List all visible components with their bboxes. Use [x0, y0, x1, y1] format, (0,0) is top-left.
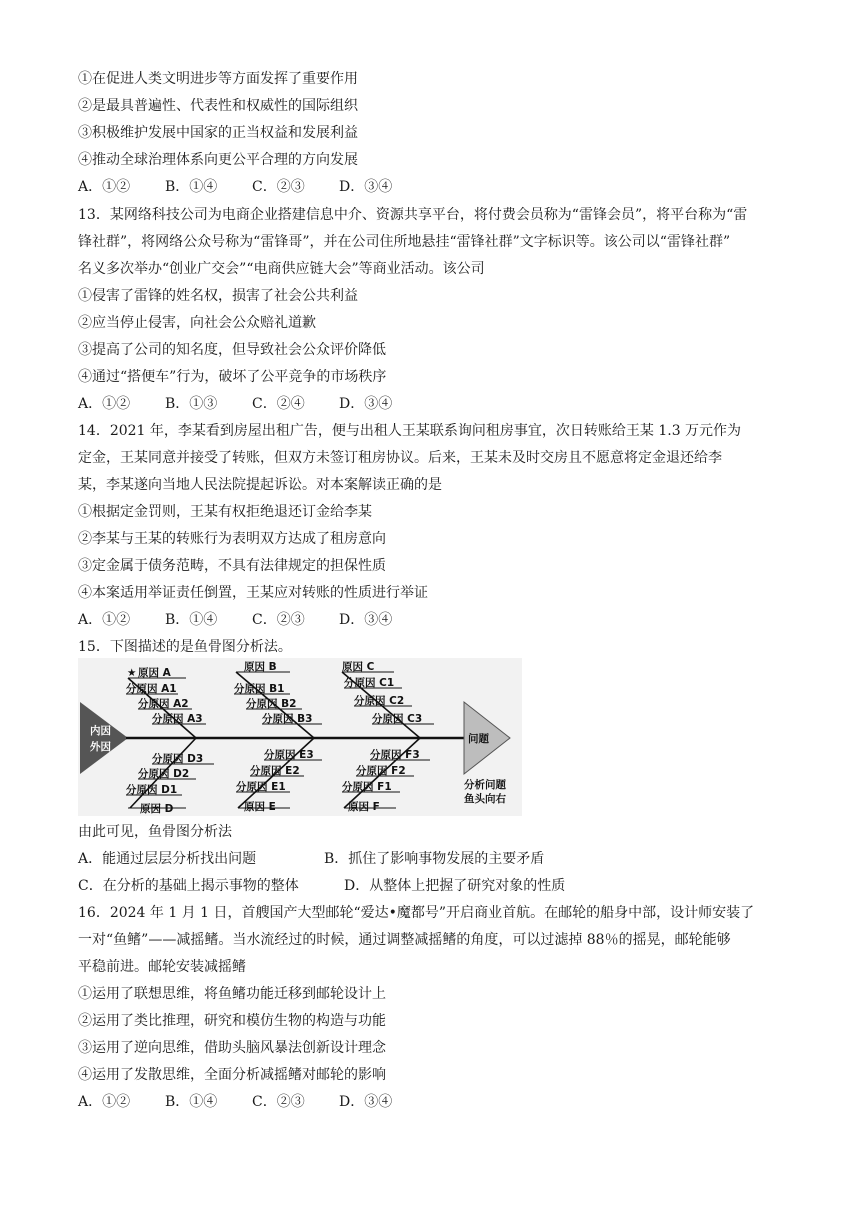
q15-option-d: D．从整体上把握了研究对象的性质: [344, 878, 566, 894]
sub-cause-c2: 分原因 C2: [354, 695, 405, 707]
sub-cause-d3: 分原因 D3: [152, 753, 204, 765]
sub-cause-c1: 分原因 C1: [344, 677, 395, 689]
q12-statement-2: ②是最具普遍性、代表性和权威性的国际组织: [78, 98, 358, 114]
cause-b-label: 原因 B: [244, 661, 277, 673]
q16-statement-2: ②运用了类比推理，研究和模仿生物的构造与功能: [78, 1013, 386, 1029]
q12-statement-1: ①在促进人类文明进步等方面发挥了重要作用: [78, 71, 358, 87]
sub-cause-c3: 分原因 C3: [372, 713, 423, 725]
q14-stem-line-2: 定金，王某同意并接受了转账，但双方未签订租房协议。后来，王某未及时交房且不愿意将定金退还给李: [78, 450, 722, 466]
q13-option-c: C．②④: [252, 396, 305, 412]
q13-stem-line-3: 名义多次举办“创业广交会”“电商供应链大会”等商业活动。该公司: [78, 261, 485, 277]
sub-cause-d2: 分原因 D2: [138, 768, 190, 780]
q14-option-a: A．①②: [78, 612, 131, 628]
q16-option-d: D．③④: [339, 1094, 393, 1110]
sub-cause-f2: 分原因 F2: [356, 765, 406, 777]
sub-cause-b3: 分原因 B3: [262, 713, 313, 725]
figure-caption-line-1: 分析问题: [464, 779, 506, 791]
q15-option-b: B．抓住了影响事物发展的主要矛盾: [324, 851, 545, 867]
q12-options: [78, 178, 790, 196]
q13-stem-line-1: 13．某网络科技公司为电商企业搭建信息中介、资源共享平台，将付费会员称为“雷锋会员”，将平台称为“雷: [78, 207, 748, 223]
q14-stem-line-1: 14．2021 年，李某看到房屋出租广告，便与出租人王某联系询问租房事宜，次日转账给王某 1.3 万元作为: [78, 423, 742, 439]
sub-cause-a2: 分原因 A2: [138, 698, 189, 710]
sub-cause-a3: 分原因 A3: [152, 713, 203, 725]
sub-cause-d1: 分原因 D1: [126, 784, 178, 796]
q16-stem-line-1: 16．2024 年 1 月 1 日，首艘国产大型邮轮“爱达•魔都号”开启商业首航。在邮轮的船身中部，设计师安装了: [78, 905, 755, 921]
q13-stem-line-2: 锋社群”，将网络公众号称为“雷锋哥”，并在公司住所地悬挂“雷锋社群”文字标识等。该公司以“雷锋社群”: [78, 234, 731, 250]
q13-option-d: D．③④: [339, 396, 393, 412]
q14-option-d: D．③④: [339, 612, 393, 628]
star-mark: ★: [127, 667, 137, 679]
q14-statement-4: ④本案适用举证责任倒置，王某应对转账的性质进行举证: [78, 585, 428, 601]
cause-d-label: 原因 D: [140, 803, 174, 815]
q16-option-a: A．①②: [78, 1094, 131, 1110]
q12-option-b: B．①④: [165, 179, 218, 195]
q14-statement-2: ②李某与王某的转账行为表明双方达成了租房意向: [78, 531, 386, 547]
fishbone-diagram: [78, 658, 522, 816]
q16-option-c: C．②③: [252, 1094, 305, 1110]
cause-c-label: 原因 C: [342, 661, 375, 673]
q12-option-a: A．①②: [78, 179, 131, 195]
cause-e-label: 原因 E: [244, 801, 276, 813]
tail-label-outer: 外因: [90, 741, 111, 753]
q16-statement-3: ③运用了逆向思维，借助头脑风暴法创新设计理念: [78, 1040, 386, 1056]
q15-options-row-2: [78, 877, 790, 895]
q12-option-d: D．③④: [339, 179, 393, 195]
cause-a-label: 原因 A: [138, 667, 171, 679]
tail-label-inner: 内因: [90, 725, 111, 737]
q14-options: [78, 611, 790, 629]
head-label: 问题: [468, 733, 489, 745]
q14-option-c: C．②③: [252, 612, 305, 628]
q15-options-row-1: [78, 850, 790, 868]
q12-option-c: C．②③: [252, 179, 305, 195]
q16-option-b: B．①④: [165, 1094, 218, 1110]
q16-stem-line-3: 平稳前进。邮轮安装减摇鳍: [78, 959, 246, 975]
q16-statement-4: ④运用了发散思维，全面分析减摇鳍对邮轮的影响: [78, 1067, 386, 1083]
sub-cause-f1: 分原因 F1: [342, 781, 392, 793]
q15-option-c: C．在分析的基础上揭示事物的整体: [78, 878, 299, 894]
sub-cause-b1: 分原因 B1: [234, 683, 285, 695]
sub-cause-f3: 分原因 F3: [370, 749, 420, 761]
q15-lead: 由此可见，鱼骨图分析法: [78, 824, 232, 840]
q16-options: [78, 1093, 790, 1111]
sub-cause-b2: 分原因 B2: [246, 698, 297, 710]
q13-statement-1: ①侵害了雷锋的姓名权，损害了社会公共利益: [78, 288, 358, 304]
q15-stem: 15．下图描述的是鱼骨图分析法。: [78, 639, 292, 655]
q12-statement-3: ③积极维护发展中国家的正当权益和发展利益: [78, 125, 358, 141]
q15-option-a: A．能通过层层分析找出问题: [78, 851, 257, 867]
figure-caption-line-2: 鱼头向右: [464, 793, 506, 805]
q13-option-a: A．①②: [78, 396, 131, 412]
q14-statement-3: ③定金属于债务范畴，不具有法律规定的担保性质: [78, 558, 386, 574]
sub-cause-e1: 分原因 E1: [236, 781, 286, 793]
q13-options: [78, 395, 790, 413]
q14-option-b: B．①④: [165, 612, 218, 628]
q13-option-b: B．①③: [165, 396, 218, 412]
q14-statement-1: ①根据定金罚则，王某有权拒绝退还订金给李某: [78, 504, 372, 520]
q13-statement-3: ③提高了公司的知名度，但导致社会公众评价降低: [78, 342, 386, 358]
q13-statement-2: ②应当停止侵害，向社会公众赔礼道歉: [78, 315, 316, 331]
sub-cause-e3: 分原因 E3: [264, 749, 314, 761]
q16-statement-1: ①运用了联想思维，将鱼鳍功能迁移到邮轮设计上: [78, 986, 386, 1002]
q13-statement-4: ④通过“搭便车”行为，破坏了公平竞争的市场秩序: [78, 369, 387, 385]
sub-cause-e2: 分原因 E2: [250, 765, 300, 777]
cause-f-label: 原因 F: [348, 801, 380, 813]
q16-stem-line-2: 一对“鱼鳍”——减摇鳍。当水流经过的时候，通过调整减摇鳍的角度，可以过滤掉 88％的摇晃，邮轮能够: [78, 932, 731, 948]
q14-stem-line-3: 某，李某遂向当地人民法院提起诉讼。对本案解读正确的是: [78, 477, 442, 493]
q12-statement-4: ④推动全球治理体系向更公平合理的方向发展: [78, 152, 358, 168]
sub-cause-a1: 分原因 A1: [126, 683, 177, 695]
